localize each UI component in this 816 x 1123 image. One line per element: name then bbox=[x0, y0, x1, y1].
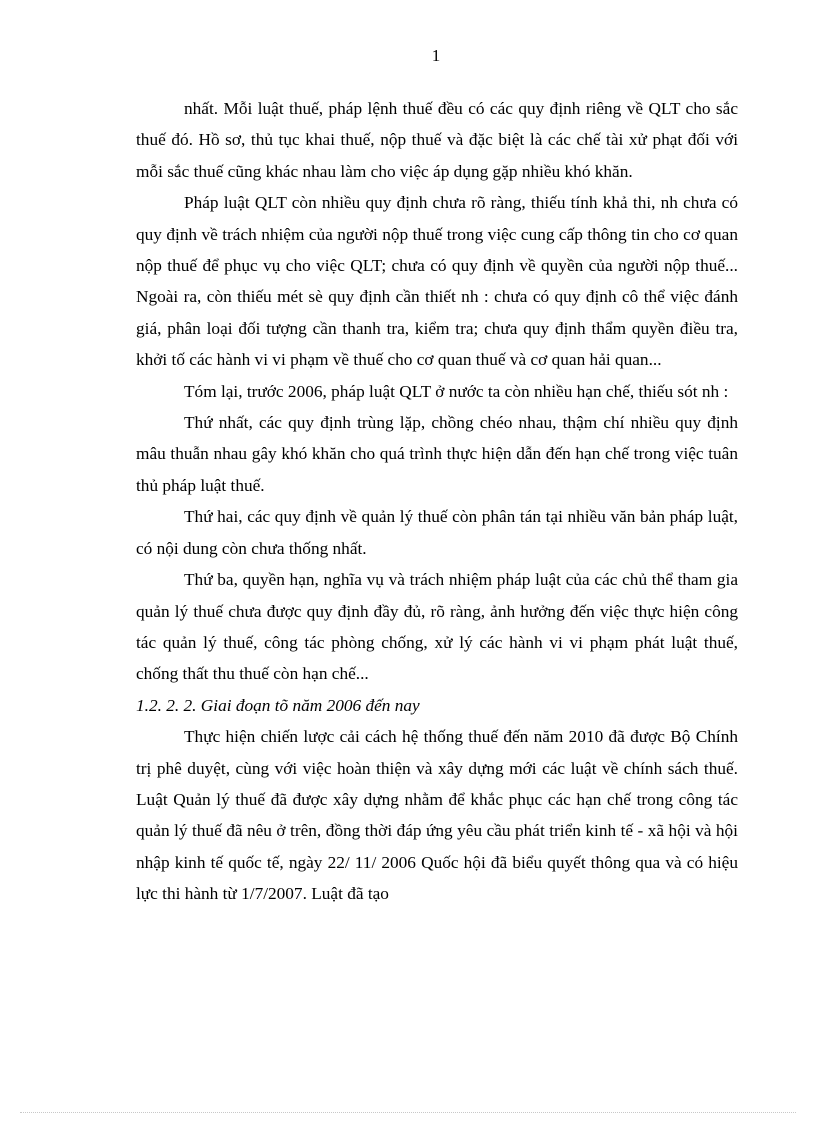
paragraph-second-point: Thứ hai, các quy định về quản lý thuế còn phân tán tại nhiều văn bản pháp luật, có nội dung còn chưa thống nhất. bbox=[136, 507, 738, 558]
page-bottom-divider bbox=[20, 1112, 796, 1113]
paragraph-continuation: nhất. Mỗi luật thuế, pháp lệnh thuế đều có các quy định riêng về QLT cho sắc thuế đó. Hồ sơ, thủ tục khai thuế, nộp thuế và đặc biệt là các chế tài xử phạt đối với mỗi sắc thuế cũng khác nhau làm cho việc áp dụng gặp nhiều khó khăn. bbox=[136, 99, 738, 181]
paragraph-summary: Tóm lại, trước 2006, pháp luật QLT ở nước ta còn nhiều hạn chế, thiếu sót nh : bbox=[184, 381, 729, 401]
section-heading: 1.2. 2. 2. Giai đoạn tõ năm 2006 đến nay bbox=[136, 695, 420, 715]
document-body bbox=[136, 93, 738, 910]
paragraph-law-introduction: Thực hiện chiến lược cải cách hệ thống thuế đến năm 2010 đã được Bộ Chính trị phê duyệt, cùng với việc hoàn thiện và xây dựng mới các luật về chính sách thuế. Luật Quản lý thuế đã được xây dựng nhằm để khắc phục các hạn chế trong công tác quản lý thuế đã nêu ở trên, đồng thời đáp ứng yêu cầu phát triển kinh tế - xã hội và hội nhập kinh tế quốc tế, ngày 22/ 11/ 2006 Quốc hội đã biểu quyết thông qua và có hiệu lực thi hành từ 1/7/2007. Luật đã tạo bbox=[136, 727, 738, 904]
paragraph-first-point: Thứ nhất, các quy định trùng lặp, chồng chéo nhau, thậm chí nhiều quy định mâu thuẫn nhau gây khó khăn cho quá trình thực hiện dẫn đến hạn chế trong việc tuân thủ pháp luật thuế. bbox=[136, 413, 738, 495]
page-number: 1 bbox=[431, 46, 441, 65]
paragraph-qlt-limitations: Pháp luật QLT còn nhiều quy định chưa rõ ràng, thiếu tính khả thi, nh chưa có quy định về trách nhiệm của người nộp thuế trong việc cung cấp thông tin cho cơ quan nộp thuế để phục vụ cho việc QLT; chưa có quy định về quyền của người nộp thuế... Ngoài ra, còn thiếu mét sè quy định cần thiết nh : chưa có quy định cô thể việc đánh giá, phân loại đối tượng cần thanh tra, kiểm tra; chưa quy định thẩm quyền điều tra, khởi tố các hành vi vi phạm về thuế cho cơ quan thuế và cơ quan hải quan... bbox=[136, 193, 738, 370]
paragraph-third-point: Thứ ba, quyền hạn, nghĩa vụ và trách nhiệm pháp luật của các chủ thể tham gia quản lý thuế chưa được quy định đầy đủ, rõ ràng, ảnh hưởng đến việc thực hiện công tác quản lý thuế, công tác phòng chống, xử lý các hành vi vi phạm phát luật thuế, chống thất thu thuế còn hạn chế... bbox=[136, 570, 738, 684]
